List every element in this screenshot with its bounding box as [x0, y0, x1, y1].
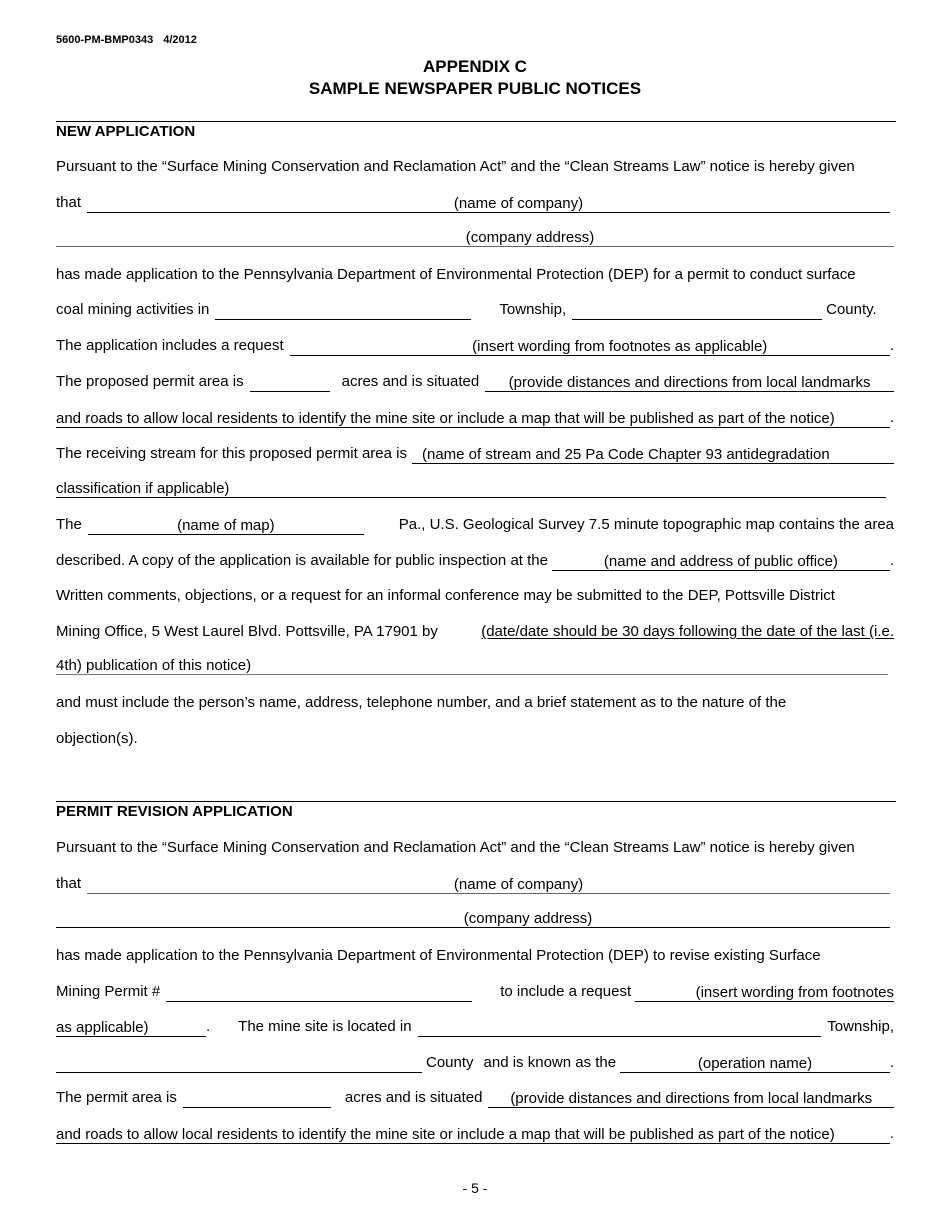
pr-located-line: [56, 1017, 894, 1037]
company-name-field[interactable]: [87, 195, 890, 213]
na-request-line: [56, 336, 894, 356]
na-classification-line: [56, 480, 894, 498]
pr-distances-field[interactable]: [488, 1090, 894, 1108]
company-address-placeholder: (company address): [465, 229, 595, 246]
classification-field[interactable]: [56, 480, 886, 498]
na-coal-line: [56, 300, 894, 320]
distances-field[interactable]: [485, 374, 894, 392]
company-address-field[interactable]: [56, 229, 894, 247]
include-request-text: to include a request: [500, 983, 632, 1000]
company-name-placeholder: (name of company): [453, 195, 584, 212]
form-number: 5600-PM-BMP0343: [56, 34, 154, 46]
na-address-line: [56, 229, 894, 247]
pr-township-field[interactable]: [418, 1019, 822, 1037]
permit-area-text: The permit area is: [56, 1089, 177, 1106]
na-office-line: [56, 622, 894, 642]
period: .: [889, 409, 894, 426]
section-divider: [56, 121, 896, 122]
period: .: [889, 1125, 894, 1142]
public-office-placeholder: (name and address of public office): [603, 553, 838, 570]
pr-roads-line: [56, 1124, 894, 1144]
located-in-text: The mine site is located in: [238, 1018, 412, 1035]
period: .: [889, 1054, 894, 1071]
county-label: County.: [826, 301, 877, 318]
form-code: [56, 34, 207, 46]
company-address-placeholder: (company address): [463, 910, 593, 927]
appendix-title: APPENDIX C: [423, 57, 527, 76]
company-name-placeholder: (name of company): [453, 876, 584, 893]
map-name-field[interactable]: [88, 517, 364, 535]
the-label: The: [56, 516, 82, 533]
acres-situated-text: acres and is situated: [344, 1089, 483, 1106]
pr-has-made: [56, 946, 894, 966]
county-field[interactable]: [572, 302, 822, 320]
as-applicable-field[interactable]: [56, 1019, 206, 1037]
section-divider: [56, 801, 896, 802]
pr-company-address-field[interactable]: [56, 910, 890, 928]
stream-name-placeholder: (name of stream and 25 Pa Code Chapter 93 antidegradation: [421, 446, 830, 463]
public-office-field[interactable]: [552, 553, 890, 571]
roads-field[interactable]: [56, 410, 890, 428]
mining-permit-label: Mining Permit #: [56, 983, 161, 1000]
date-note-field[interactable]: (date/date should be 30 days following the date of the last (i.e.: [481, 623, 894, 640]
objections-text: objection(s).: [56, 730, 138, 747]
pr-company-name-field[interactable]: [87, 876, 890, 894]
na-map-line: [56, 515, 894, 535]
na-stream-line: [56, 444, 894, 464]
that-label: that: [56, 194, 82, 211]
period: .: [206, 1018, 211, 1035]
pr-request-field[interactable]: [635, 984, 894, 1002]
pr-acres-field[interactable]: [183, 1090, 331, 1108]
na-area-line: [56, 372, 894, 392]
na-has-made: [56, 265, 894, 285]
pr-county-field[interactable]: [56, 1055, 422, 1073]
pr-county-line: [56, 1053, 894, 1073]
period: .: [889, 552, 894, 569]
period: .: [889, 337, 894, 354]
has-made-text: has made application to the Pennsylvania Department of Environmental Protection (DEP) for a permit to conduct surface: [56, 266, 856, 283]
receiving-stream-text: The receiving stream for this proposed permit area is: [56, 445, 407, 462]
classification-placeholder: classification if applicable): [56, 480, 230, 497]
operation-name-placeholder: (operation name): [697, 1055, 813, 1072]
na-intro: [56, 157, 894, 177]
distances-placeholder: (provide distances and directions from local landmarks: [510, 1090, 873, 1107]
request-field[interactable]: [290, 338, 890, 356]
mining-office-text: Mining Office, 5 West Laurel Blvd. Pottsville, PA 17901 by: [56, 623, 438, 640]
pr-has-made-text: has made application to the Pennsylvania Department of Environmental Protection (DEP) to revise existing Surface: [56, 947, 821, 964]
publication-field[interactable]: [56, 657, 888, 675]
pr-address-line: [56, 910, 894, 928]
na-publication-line: [56, 657, 894, 675]
township-label: Township,: [499, 301, 567, 318]
described-text: described. A copy of the application is available for public inspection at the: [56, 552, 548, 569]
proposed-area-text: The proposed permit area is: [56, 373, 244, 390]
pr-intro: [56, 838, 894, 858]
insert-wording-placeholder: (insert wording from footnotes as applicable): [472, 338, 768, 355]
na-objections: [56, 729, 894, 749]
na-must-include: [56, 693, 894, 713]
usgs-text: Pa., U.S. Geological Survey 7.5 minute topographic map contains the area: [398, 516, 894, 533]
permit-number-field[interactable]: [166, 984, 472, 1002]
map-name-placeholder: (name of map): [177, 517, 275, 534]
publication-placeholder: 4th) publication of this notice): [56, 657, 252, 674]
pr-company-line: [56, 874, 894, 894]
page-number: - 5 -: [462, 1180, 488, 1196]
na-described-line: [56, 551, 894, 571]
pr-intro-text: Pursuant to the “Surface Mining Conservation and Reclamation Act” and the “Clean Streams Law” notice is hereby given: [56, 839, 855, 856]
form-date: 4/2012: [163, 34, 197, 46]
acres-field[interactable]: [250, 374, 330, 392]
pr-permit-line: [56, 982, 894, 1002]
county-label: County: [426, 1054, 474, 1071]
pr-area-line: [56, 1088, 894, 1108]
na-company-line: [56, 193, 894, 213]
roads-placeholder: and roads to allow local residents to identify the mine site or include a map that will be published as part of the notice): [56, 1126, 835, 1143]
stream-field[interactable]: [412, 446, 894, 464]
roads-placeholder: and roads to allow local residents to identify the mine site or include a map that will be published as part of the notice): [56, 410, 835, 427]
must-include-text: and must include the person’s name, address, telephone number, and a brief statement as to the nature of the: [56, 694, 787, 711]
na-intro-text: Pursuant to the “Surface Mining Conservation and Reclamation Act” and the “Clean Streams Law” notice is hereby given: [56, 158, 855, 175]
permit-revision-heading: PERMIT REVISION APPLICATION: [56, 803, 293, 820]
na-written-line: [56, 586, 894, 606]
pr-roads-field[interactable]: [56, 1126, 890, 1144]
coal-mining-text: coal mining activities in: [56, 301, 210, 318]
na-roads-line: [56, 408, 894, 428]
township-field[interactable]: [215, 302, 471, 320]
insert-wording-placeholder: (insert wording from footnotes: [695, 984, 894, 1001]
township-label: Township,: [827, 1018, 894, 1035]
acres-situated-text: acres and is situated: [341, 373, 480, 390]
as-applicable-placeholder: as applicable): [56, 1019, 149, 1036]
operation-name-field[interactable]: [620, 1055, 890, 1073]
distances-placeholder: (provide distances and directions from local landmarks: [508, 374, 871, 391]
includes-request-text: The application includes a request: [56, 337, 284, 354]
known-as-text: and is known as the: [483, 1054, 617, 1071]
that-label: that: [56, 875, 82, 892]
document-title: SAMPLE NEWSPAPER PUBLIC NOTICES: [308, 79, 642, 98]
written-comments-text: Written comments, objections, or a request for an informal conference may be submitted to the DEP, Pottsville District: [56, 587, 835, 604]
new-application-heading: NEW APPLICATION: [56, 123, 196, 140]
